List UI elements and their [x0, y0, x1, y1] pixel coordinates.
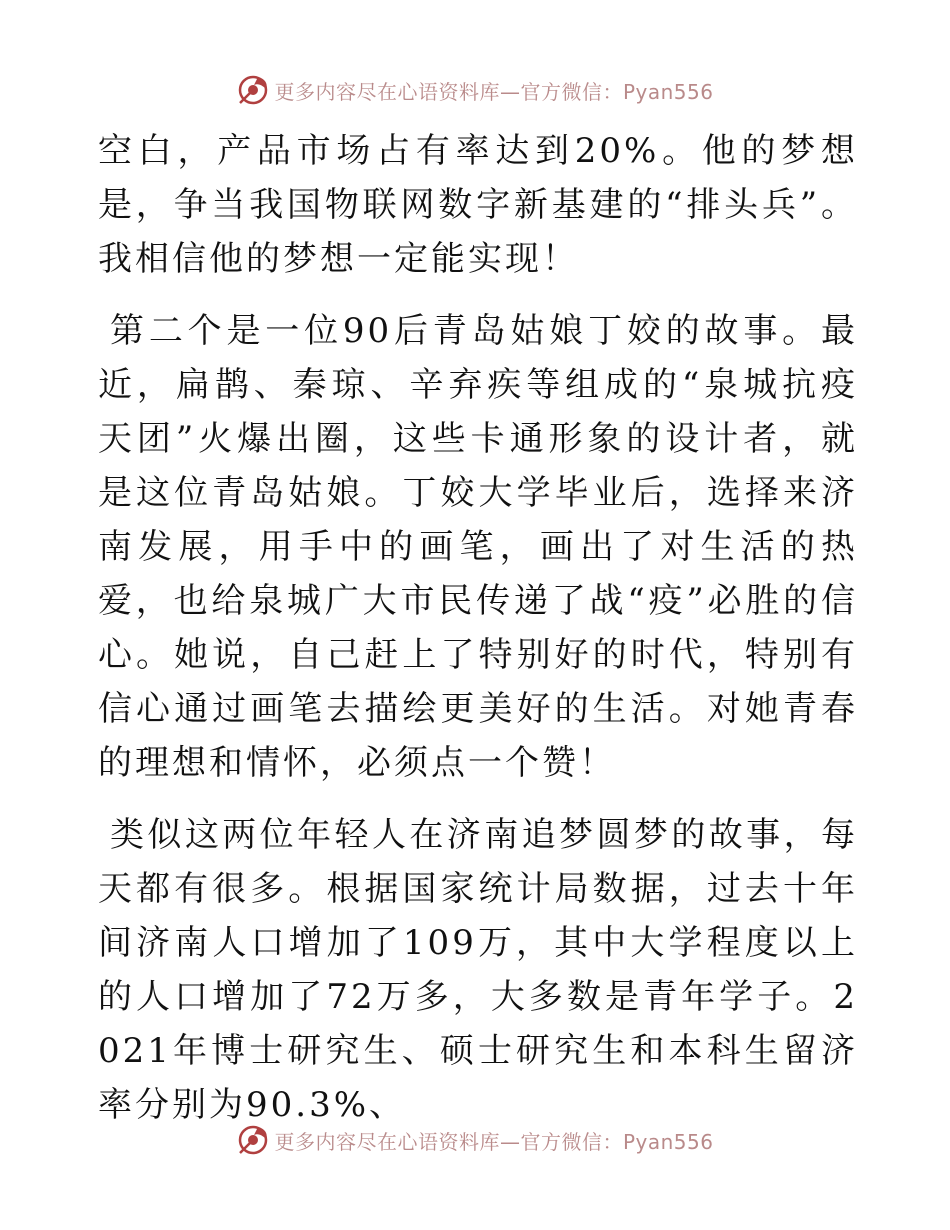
paragraph-3: 类似这两位年轻人在济南追梦圆梦的故事，每天都有很多。根据国家统计局数据，过去十年间济南人口增加了109万，其中大学程度以上的人口增加了72万多，大多数是青年学子。2021年博士研究生、硕士研究生和本科生留济率分别为90.3%、 [98, 815, 858, 1125]
paragraph-1: 空白，产品市场占有率达到20%。他的梦想是，争当我国物联网数字新基建的“排头兵”。我相信他的梦想一定能实现！ [98, 131, 858, 279]
header-banner [0, 70, 950, 110]
quill-seal-icon [236, 73, 270, 107]
paragraph-2: 第二个是一位90后青岛姑娘丁姣的故事。最近，扁鹊、秦琼、辛弃疾等组成的“泉城抗疫天团”火爆出圈，这些卡通形象的设计者，就是这位青岛姑娘。丁姣大学毕业后，选择来济南发展，用手中的画笔，画出了对生活的热爱，也给泉城广大市民传递了战“疫”必胜的信心。她说，自己赶上了特别好的时代，特别有信心通过画笔去描绘更美好的生活。对她青春的理想和情怀，必须点一个赞！ [98, 311, 858, 783]
footer-banner [0, 1120, 950, 1160]
footer-banner-text: 更多内容尽在心语资料库—官方微信：Pyan556 [274, 1129, 714, 1154]
document-body [98, 124, 858, 1132]
header-banner-text: 更多内容尽在心语资料库—官方微信：Pyan556 [274, 79, 714, 104]
quill-seal-icon [236, 1123, 270, 1157]
